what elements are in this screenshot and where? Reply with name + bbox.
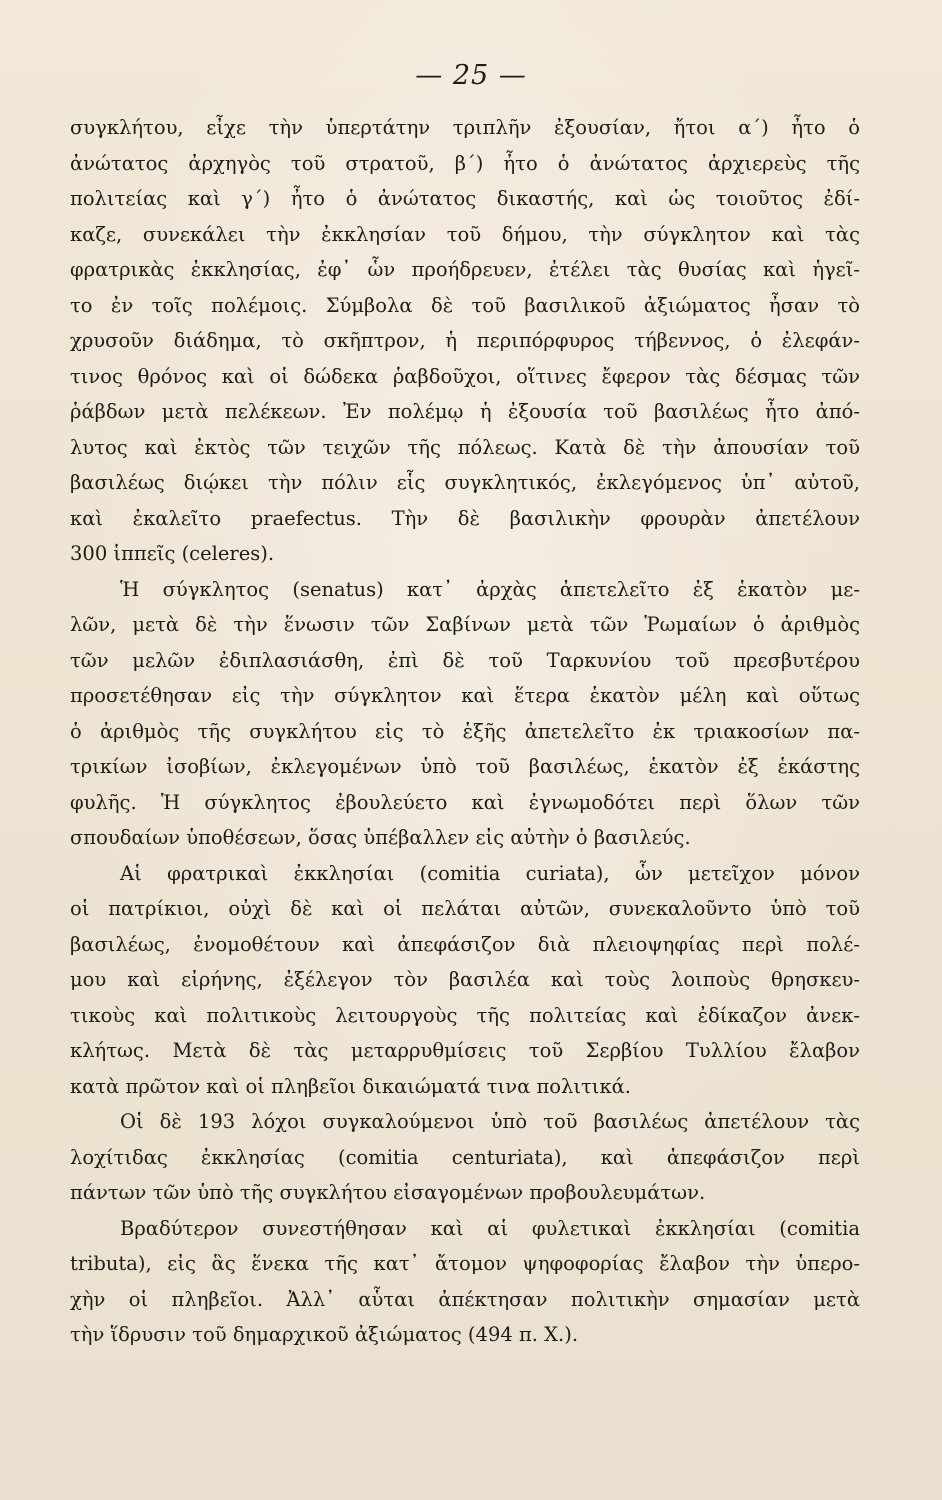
text-line: 300 ἱππεῖς (celeres). [70, 542, 275, 565]
text-line: φρατρικὰς ἐκκλησίας, ἐφ᾿ ὧν προήδρευεν, ἐτέλει τὰς θυσίας καὶ ἡγεῖ- [70, 258, 860, 281]
text-line: καὶ ἐκαλεῖτο praefectus. Τὴν δὲ βασιλικὴν φρουρὰν ἀπετέλουν [70, 506, 860, 530]
text-line: τὴν ἵδρυσιν τοῦ δημαρχικοῦ ἀξιώματος (494 π. Χ.). [70, 1323, 579, 1346]
text-line: τρικίων ἰσοβίων, ἐκλεγομένων ὑπὸ τοῦ βασιλέως, ἑκατὸν ἐξ ἑκάστης [70, 755, 860, 778]
text-line: καζε, συνεκάλει τὴν ἐκκλησίαν τοῦ δήμου, τὴν σύγκλητον καὶ τὰς [70, 222, 860, 246]
text-line: τικοὺς καὶ πολιτικοὺς λειτουργοὺς τῆς πολιτείας καὶ ἐδίκαζον ἀνεκ- [70, 1003, 860, 1027]
text-line: λῶν, μετὰ δὲ τὴν ἕνωσιν τῶν Σαβίνων μετὰ τῶν Ῥωμαίων ὁ ἀριθμὸς [70, 613, 860, 636]
text-line: τῶν μελῶν ἐδιπλασιάσθη, ἐπὶ δὲ τοῦ Ταρκυνίου τοῦ πρεσβυτέρου [70, 648, 860, 672]
text-line: τινος θρόνος καὶ οἱ δώδεκα ῥαβδοῦχοι, οἵτινες ἔφερον τὰς δέσμας τῶν [70, 364, 860, 388]
paragraph-start: Οἱ δὲ 193 λόχοι συγκαλούμενοι ὑπὸ τοῦ βασιλέως ἀπετέλουν τὰς [120, 1110, 860, 1133]
text-line: συγκλήτου, εἶχε τὴν ὑπερτάτην τριπλῆν ἐξουσίαν, ἤτοι α΄) ἦτο ὁ [70, 116, 860, 139]
text-line: tributa), εἰς ἃς ἕνεκα τῆς κατ᾿ ἄτομον ψηφοφορίας ἔλαβον τὴν ὑπερο- [70, 1252, 860, 1275]
text-line: βασιλέως διῴκει τὴν πόλιν εἷς συγκλητικός, ἐκλεγόμενος ὑπ᾿ αὐτοῦ, [70, 471, 860, 494]
text-line: βασιλέως, ἐνομοθέτουν καὶ ἀπεφάσιζον διὰ πλειοψηφίας περὶ πολέ- [70, 932, 860, 956]
text-line: πάντων τῶν ὑπὸ τῆς συγκλήτου εἰσαγομένων προβουλευμάτων. [70, 1181, 706, 1204]
text-line: οἱ πατρίκιοι, οὐχὶ δὲ καὶ οἱ πελάται αὐτῶν, συνεκαλοῦντο ὑπὸ τοῦ [70, 897, 860, 920]
text-line: χρυσοῦν διάδημα, τὸ σκῆπτρον, ἡ περιπόρφυρος τήβεννος, ὁ ἐλεφάν- [70, 329, 860, 352]
paragraph-start: Αἱ φρατρικαὶ ἐκκλησίαι (comitia curiata), ὧν μετεῖχον μόνον [120, 861, 860, 885]
text-line: ῥάβδων μετὰ πελέκεων. Ἐν πολέμῳ ἡ ἐξουσία τοῦ βασιλέως ἦτο ἀπό- [70, 400, 860, 423]
text-line: ὁ ἀριθμὸς τῆς συγκλήτου εἰς τὸ ἑξῆς ἀπετελεῖτο ἐκ τριακοσίων πα- [70, 719, 860, 743]
text-line: κατὰ πρῶτον καὶ οἱ πληβεῖοι δικαιώματά τινα πολιτικά. [70, 1074, 632, 1098]
paragraph-start: Βραδύτερον συνεστήθησαν καὶ αἱ φυλετικαὶ ἐκκλησίαι (comitia [120, 1216, 860, 1240]
text-line: μου καὶ εἰρήνης, ἐξέλεγον τὸν βασιλέα καὶ τοὺς λοιποὺς θρησκευ- [70, 968, 860, 991]
text-line: ἀνώτατος ἀρχηγὸς τοῦ στρατοῦ, β΄) ἦτο ὁ ἀνώτατος ἀρχιερεὺς τῆς [70, 151, 860, 175]
text-line: προσετέθησαν εἰς τὴν σύγκλητον καὶ ἕτερα ἑκατὸν μέλη καὶ οὕτως [70, 684, 860, 707]
text-line: πολιτείας καὶ γ΄) ἦτο ὁ ἀνώτατος δικαστής, καὶ ὡς τοιοῦτος ἐδί- [70, 187, 860, 210]
text-line: χὴν οἱ πληβεῖοι. Ἀλλ᾿ αὗται ἀπέκτησαν πολιτικὴν σημασίαν μετὰ [70, 1287, 860, 1311]
page-number: — 25 — [415, 60, 527, 91]
text-line: φυλῆς. Ἡ σύγκλητος ἐβουλεύετο καὶ ἐγνωμοδότει περὶ ὅλων τῶν [70, 790, 860, 814]
paragraph-start: Ἡ σύγκλητος (senatus) κατ᾿ ἀρχὰς ἀπετελεῖτο ἐξ ἑκατὸν με- [120, 577, 860, 601]
text-line: λοχίτιδας ἐκκλησίας (comitia centuriata), καὶ ἀπεφάσιζον περὶ [70, 1145, 860, 1169]
text-line: κλήτως. Μετὰ δὲ τὰς μεταρρυθμίσεις τοῦ Σερβίου Τυλλίου ἔλαβον [70, 1039, 860, 1062]
text-body [70, 110, 860, 1353]
text-line: σπουδαίων ὑποθέσεων, ὅσας ὑπέβαλλεν εἰς αὐτὴν ὁ βασιλεύς. [70, 826, 691, 849]
text-line: το ἐν τοῖς πολέμοις. Σύμβολα δὲ τοῦ βασιλικοῦ ἀξιώματος ἦσαν τὸ [70, 293, 860, 317]
text-line: λυτος καὶ ἐκτὸς τῶν τειχῶν τῆς πόλεως. Κατὰ δὲ τὴν ἀπουσίαν τοῦ [70, 435, 860, 459]
